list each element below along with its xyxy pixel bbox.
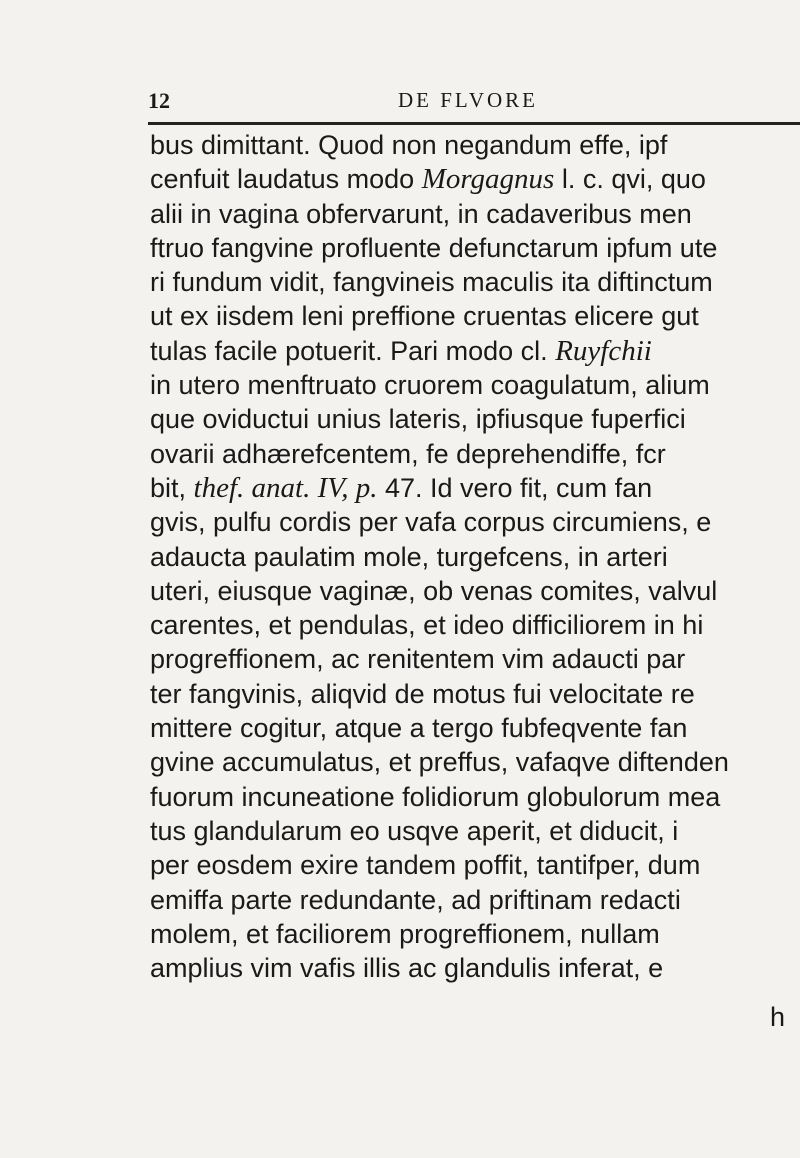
text-line — [150, 814, 800, 848]
text-line — [150, 574, 800, 608]
line-segment: ri fundum vidit, fangvineis maculis ita diftinctum — [150, 267, 713, 298]
running-head: DE FLVORE — [398, 88, 538, 112]
line-segment: emiffa parte redundante, ad priftinam redacti — [150, 884, 681, 915]
line-segment: ftruo fangvine profluente defunctarum ipfum ute — [150, 232, 718, 263]
text-line — [150, 231, 800, 265]
line-segment: uteri, eiusque vaginæ, ob venas comites, valvul — [150, 575, 718, 606]
line-segment: ut ex iisdem leni preffione cruentas elicere gut — [150, 301, 699, 332]
line-segment: ter fangvinis, aliqvid de motus fui velocitate re — [150, 678, 695, 709]
text-line — [150, 780, 800, 814]
text-line — [150, 642, 800, 676]
text-line — [150, 608, 800, 642]
italic-reference: thef. anat. IV, p. — [193, 471, 378, 504]
line-segment: amplius vim vafis illis ac glandulis inferat, e — [150, 953, 664, 984]
line-segment: gvis, pulfu cordis per vafa corpus circumiens, e — [150, 507, 712, 538]
text-line — [150, 711, 800, 745]
text-line — [150, 745, 800, 779]
text-line — [150, 402, 800, 436]
text-line — [150, 368, 800, 402]
text-line — [150, 471, 800, 505]
text-line — [150, 197, 800, 231]
text-line — [150, 128, 800, 162]
line-segment: adaucta paulatim mole, turgefcens, in arteri — [150, 541, 668, 572]
line-segment: alii in vagina obfervarunt, in cadaveribus men — [150, 198, 692, 229]
line-segment: per eosdem exire tandem poffit, tantifper, dum — [150, 850, 701, 881]
italic-reference: Ruyfchii — [555, 334, 652, 367]
text-line — [150, 917, 800, 951]
italic-reference: Morgagnus — [421, 163, 555, 196]
line-segment: molem, et faciliorem progreffionem, nullam — [150, 918, 660, 949]
line-segment: l. c. qvi, quo — [554, 164, 706, 195]
text-line — [150, 848, 800, 882]
page-number: 12 — [148, 88, 170, 113]
line-segment: que oviductui unius lateris, ipfiusque fuperfici — [150, 404, 686, 435]
text-line — [150, 265, 800, 299]
text-line — [150, 540, 800, 574]
line-segment: bus dimittant. Quod non negandum effe, ipf — [150, 130, 668, 160]
line-segment: tulas facile potuerit. Pari modo cl. — [150, 335, 556, 366]
line-segment: bit, — [150, 472, 194, 503]
line-segment: fuorum incuneatione folidiorum globulorum mea — [150, 781, 721, 812]
catchword: h — [770, 1002, 786, 1032]
text-line — [150, 883, 800, 917]
line-segment: in utero menftruato cruorem coagulatum, alium — [150, 370, 710, 401]
page-header — [148, 88, 800, 118]
text-line — [150, 334, 800, 368]
text-line — [150, 677, 800, 711]
line-segment: gvine accumulatus, et preffus, vafaqve diftenden — [150, 747, 729, 778]
line-segment: ovarii adhærefcentem, fe deprehendiffe, fcr — [150, 438, 666, 469]
line-segment: tus glandularum eo usqve aperit, et diducit, i — [150, 815, 679, 846]
text-line — [150, 437, 800, 471]
body-text — [150, 128, 800, 985]
line-segment: 47. Id vero fit, cum fan — [377, 472, 653, 503]
line-segment: cenfuit laudatus modo — [150, 164, 422, 195]
text-line — [150, 162, 800, 196]
line-segment: progreffionem, ac renitentem vim adaucti par — [150, 644, 686, 675]
header-rule — [148, 122, 800, 125]
line-segment: mittere cogitur, atque a tergo fubfeqvente fan — [150, 713, 688, 744]
text-line — [150, 951, 800, 985]
text-line — [150, 505, 800, 539]
line-segment: carentes, et pendulas, et ideo difficiliorem in hi — [150, 610, 704, 641]
text-line — [150, 299, 800, 333]
